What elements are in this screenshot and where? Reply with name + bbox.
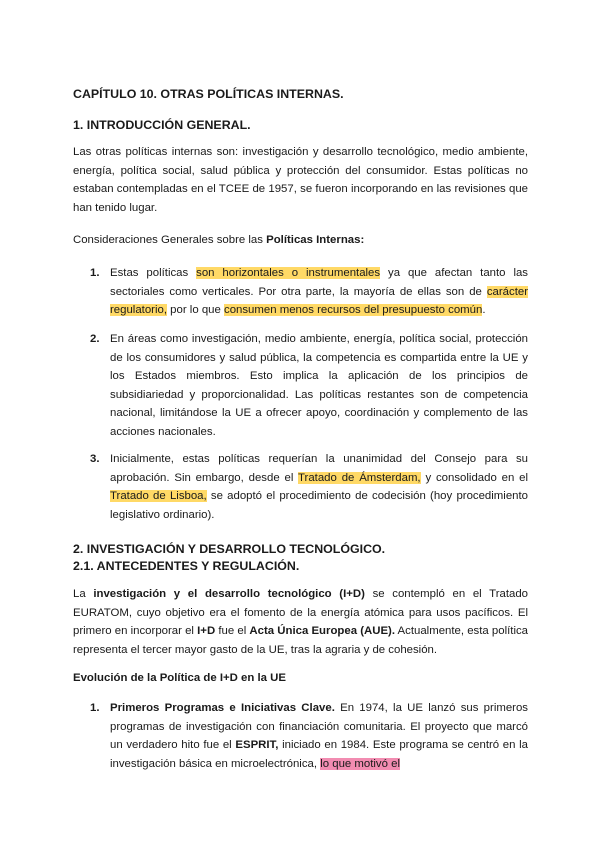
section-heading-introduccion: 1. INTRODUCCIÓN GENERAL. xyxy=(73,118,251,132)
chapter-title: CAPÍTULO 10. OTRAS POLÍTICAS INTERNAS. xyxy=(73,87,344,101)
highlight-pink: lo que motivó el xyxy=(320,757,400,770)
list-number: 1. xyxy=(90,702,100,714)
item-text: ya que afectan tanto las sectoriales como verticales. Por otra parte, la mayoría de ellas son de xyxy=(110,267,529,298)
considerations-bold: Políticas Internas: xyxy=(266,234,365,246)
intro-paragraph: Las otras políticas internas son: investigación y desarrollo tecnológico, medio ambiente, energía, política social, salud pública y protección del consumidor. Estas políticas no estaban contempladas en el TCEE de 1957, se fueron incorporando en las revisiones que han tenido lugar. xyxy=(73,146,528,214)
para-bold: I+D xyxy=(197,625,216,637)
item-text: En áreas como investigación, medio ambiente, energía, política social, protección de los consumidores y salud pública, la competencia es compartida entre la UE y los Estados miembros. Esto implica la aplicación de los principios de subsidiariedad y proporcionalidad. Las políticas restantes son de competencia nacional, limitándose la UE a ofrecer apoyo, coordinación y complemento de las acciones nacionales. xyxy=(110,333,528,438)
highlight: Tratado de Ámsterdam, xyxy=(298,471,421,484)
item-text: En 1974, la UE lanzó sus primeros programas de investigación con financiación comunitaria. El proyecto que marcó un verdadero hito fue el xyxy=(110,702,528,751)
list-number: 1. xyxy=(90,267,100,279)
para-bold: Acta Única Europea (AUE). xyxy=(249,625,396,637)
para-text: Actualmente, esta política representa el tercer mayor gasto de la UE, tras la agraria y de cohesión. xyxy=(73,625,529,656)
highlight: Tratado de Lisboa, xyxy=(110,490,207,502)
highlight: consumen menos recursos del presupuesto común xyxy=(224,304,483,316)
evolution-item-1 xyxy=(90,699,528,773)
considerations-line xyxy=(73,231,528,250)
consideration-item-1 xyxy=(90,264,529,320)
consideration-item-3 xyxy=(90,450,528,524)
item-text: . xyxy=(482,304,486,316)
highlight: son horizontales o instrumentales xyxy=(196,267,381,279)
para-text: La xyxy=(73,588,94,600)
id-paragraph xyxy=(73,585,528,659)
considerations-prefix: Consideraciones Generales sobre las xyxy=(73,234,267,246)
list-number: 2. xyxy=(90,333,100,345)
section-heading-investigacion: 2. INVESTIGACIÓN Y DESARROLLO TECNOLÓGICO. xyxy=(73,542,386,556)
item-text: Inicialmente, estas políticas requerían la unanimidad del Consejo para su aprobación. Sin embargo, desde el xyxy=(110,453,528,484)
para-text: se contempló en el Tratado EURATOM, cuyo objetivo era el fomento de la energía atómica para usos pacíficos. El primero en incorporar el xyxy=(73,588,528,637)
item-text: y consolidado en el xyxy=(420,471,528,484)
subsection-heading-antecedentes: 2.1. ANTECEDENTES Y REGULACIÓN. xyxy=(73,559,300,573)
item-text: Estas políticas xyxy=(110,267,197,279)
evolution-heading: Evolución de la Política de I+D en la UE xyxy=(73,672,287,684)
list-number: 3. xyxy=(90,453,100,465)
item-text: iniciado en 1984. Este programa se centró en la investigación básica en microelectrónica, xyxy=(110,739,528,770)
para-text: fue el xyxy=(215,625,250,637)
item-text: se adoptó el procedimiento de codecisión (hoy procedimiento legislativo ordinario). xyxy=(110,490,528,521)
item-bold: Primeros Programas e Iniciativas Clave. xyxy=(110,702,335,714)
highlight: carácter regulatorio, xyxy=(110,285,528,316)
item-text: por lo que xyxy=(167,304,224,316)
item-bold: ESPRIT, xyxy=(235,739,279,751)
consideration-item-2 xyxy=(90,330,528,441)
para-bold: investigación y el desarrollo tecnológico (I+D) xyxy=(93,588,365,600)
